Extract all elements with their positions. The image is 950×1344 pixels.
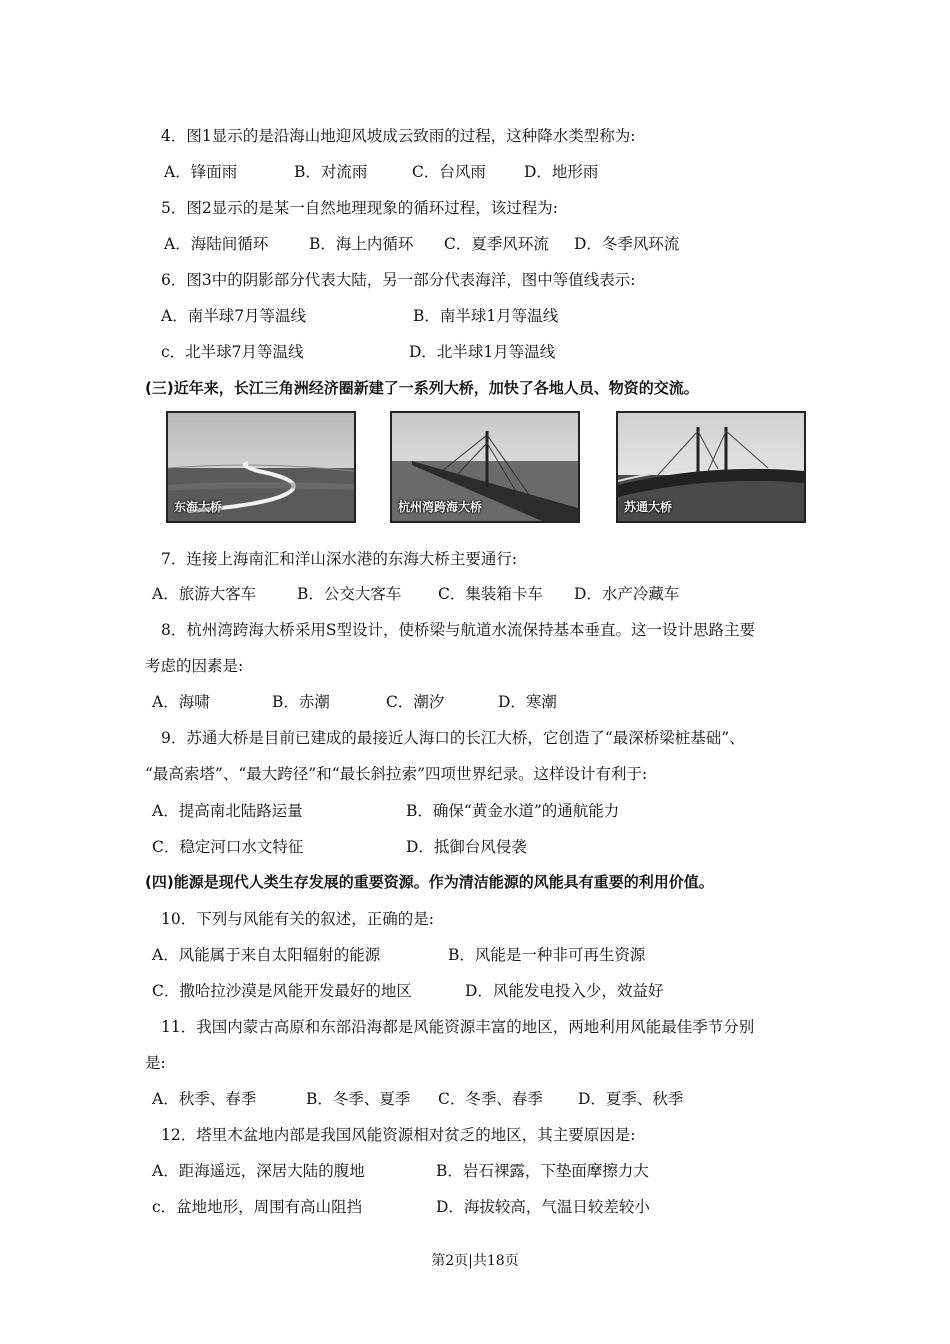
option-a: A．海啸 xyxy=(152,693,210,711)
photo-sutong-bridge xyxy=(616,411,806,523)
option-b: B．确保“黄金水道”的通航能力 xyxy=(406,802,620,820)
question-8-stem-line1: 8．杭州湾跨海大桥采用S型设计，使桥梁与航道水流保持基本垂直。这一设计思路主要 xyxy=(161,621,755,639)
photo-caption: 东海大桥 xyxy=(174,500,223,514)
option-d: D．夏季、秋季 xyxy=(578,1090,684,1108)
option-c: C．冬季、春季 xyxy=(438,1090,543,1108)
question-10-stem: 10．下列与风能有关的叙述，正确的是: xyxy=(161,910,434,928)
question-9-stem-line2: “最高索塔”、“最大跨径”和“最长斜拉索”四项世界纪录。这样设计有利于: xyxy=(145,765,648,783)
option-c: C．夏季风环流 xyxy=(444,235,549,253)
question-11-stem-line2: 是: xyxy=(145,1054,166,1072)
question-4-stem: 4．图1显示的是沿海山地迎风坡成云致雨的过程，这种降水类型称为: xyxy=(161,127,636,145)
page-number: 第2页|共18页 xyxy=(431,1253,519,1269)
option-d: D．水产冷藏车 xyxy=(574,585,680,603)
option-a: A．南半球7月等温线 xyxy=(161,307,307,325)
photo-donghai-bridge xyxy=(166,411,356,523)
option-c: C．潮汐 xyxy=(386,693,445,711)
option-c: C．撒哈拉沙漠是风能开发最好的地区 xyxy=(152,982,412,1000)
option-d: D．风能发电投入少，效益好 xyxy=(465,982,664,1000)
option-a: A．风能属于来自太阳辐射的能源 xyxy=(152,946,381,964)
photo-caption: 杭州湾跨海大桥 xyxy=(398,500,483,514)
option-c: C．台风雨 xyxy=(412,163,486,181)
question-12-stem: 12．塔里木盆地内部是我国风能资源相对贫乏的地区，其主要原因是: xyxy=(161,1126,636,1144)
option-a: A．锋面雨 xyxy=(164,163,238,181)
option-d: D．寒潮 xyxy=(498,693,557,711)
option-c: c．盆地地形，周围有高山阻挡 xyxy=(152,1198,363,1216)
option-a: A．提高南北陆路运量 xyxy=(152,802,303,820)
option-d: D．冬季风环流 xyxy=(574,235,680,253)
photo-hangzhou-bay-bridge xyxy=(390,411,580,523)
question-6-stem: 6．图3中的阴影部分代表大陆，另一部分代表海洋，图中等值线表示: xyxy=(161,271,636,289)
option-d: D．北半球1月等温线 xyxy=(409,343,556,361)
option-c: C．稳定河口水文特征 xyxy=(152,838,304,856)
option-c: c．北半球7月等温线 xyxy=(161,343,304,361)
option-a: A．距海遥远，深居大陆的腹地 xyxy=(152,1162,365,1180)
option-b: B．赤潮 xyxy=(272,693,330,711)
option-d: D．地形雨 xyxy=(524,163,599,181)
option-d: D．抵御台风侵袭 xyxy=(406,838,527,856)
option-a: A．海陆间循环 xyxy=(164,235,269,253)
question-9-stem-line1: 9．苏通大桥是目前已建成的最接近人海口的长江大桥，它创造了“最深桥梁桩基础”、 xyxy=(161,729,745,747)
section-4-heading: (四)能源是现代人类生存发展的重要资源。作为清洁能源的风能具有重要的利用价值。 xyxy=(145,873,714,891)
option-d: D．海拔较高，气温日较差较小 xyxy=(436,1198,650,1216)
option-b: B．风能是一种非可再生资源 xyxy=(448,946,646,964)
option-a: A．旅游大客车 xyxy=(152,585,257,603)
photo-caption: 苏通大桥 xyxy=(624,500,673,514)
option-b: B．公交大客车 xyxy=(297,585,402,603)
option-c: C．集装箱卡车 xyxy=(438,585,543,603)
section-3-heading: (三)近年来，长江三角洲经济圈新建了一系列大桥，加快了各地人员、物资的交流。 xyxy=(145,379,699,397)
question-7-stem: 7．连接上海南汇和洋山深水港的东海大桥主要通行: xyxy=(161,550,518,568)
option-b: B．海上内循环 xyxy=(309,235,414,253)
option-b: B．南半球1月等温线 xyxy=(413,307,559,325)
question-5-stem: 5．图2显示的是某一自然地理现象的循环过程，该过程为: xyxy=(161,199,558,217)
question-11-stem-line1: 11．我国内蒙古高原和东部沿海都是风能资源丰富的地区，两地利用风能最佳季节分别 xyxy=(161,1018,755,1036)
option-b: B．岩石裸露，下垫面摩擦力大 xyxy=(436,1162,649,1180)
option-b: B．对流雨 xyxy=(294,163,368,181)
option-a: A．秋季、春季 xyxy=(152,1090,257,1108)
option-b: B．冬季、夏季 xyxy=(306,1090,411,1108)
question-8-stem-line2: 考虑的因素是: xyxy=(145,657,244,675)
